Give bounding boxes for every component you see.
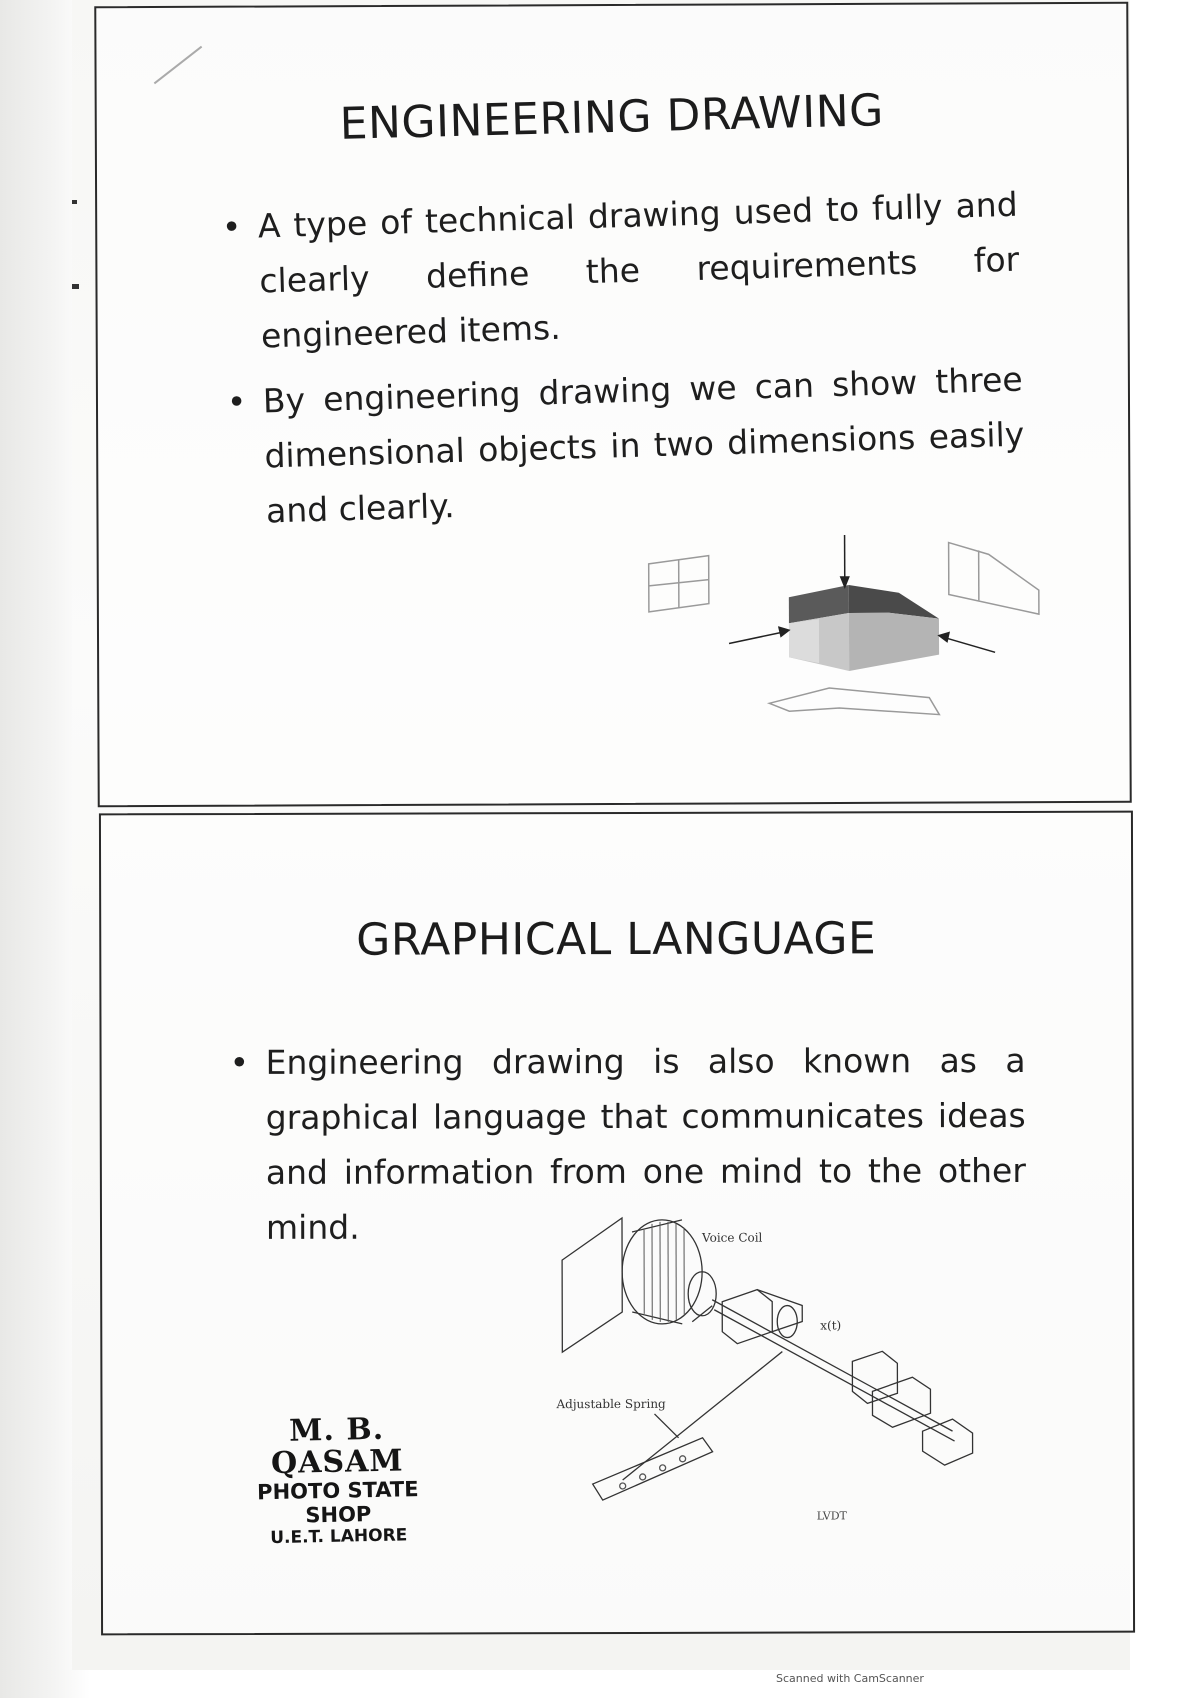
scan-mark <box>72 200 77 204</box>
stamp-shop: PHOTO STATE SHOP <box>256 1477 419 1528</box>
bullet-item: • By engineering drawing we can show three dimensional objects in two dimensions easily and clearly. <box>222 352 1026 540</box>
top-view <box>769 688 939 716</box>
slide-title: GRAPHICAL LANGUAGE <box>356 913 877 966</box>
scanner-watermark: Scanned with CamScanner <box>776 1672 924 1685</box>
side-view <box>949 542 1039 614</box>
stamp-location: U.E.T. LAHORE <box>270 1525 408 1549</box>
slide-title: ENGINEERING DRAWING <box>339 85 885 150</box>
scan-mark <box>72 284 79 289</box>
front-view <box>649 556 709 612</box>
orthographic-projection-figure <box>639 532 1060 754</box>
slide-graphical-language <box>99 811 1135 1636</box>
label-xt: x(t) <box>820 1318 842 1333</box>
shop-stamp <box>231 1413 444 1549</box>
slide-engineering-drawing <box>94 2 1131 808</box>
lvdt-mechanism-figure <box>552 1201 993 1542</box>
bullet-item: • A type of technical drawing used to fully and clearly define the requirements for engineered items. <box>217 177 1021 365</box>
bullet-item: • Engineering drawing is also known as a graphical language that communicates ideas and information from one mind to the other mind. <box>226 1033 1027 1255</box>
isometric-object <box>789 585 939 672</box>
label-voice-coil: Voice Coil <box>702 1230 763 1245</box>
bullet-list <box>217 177 1027 550</box>
label-spring: Adjustable Spring <box>556 1396 666 1412</box>
stamp-name: M. B. QASAM <box>270 1411 404 1482</box>
label-lvdt: LVDT <box>816 1509 847 1523</box>
